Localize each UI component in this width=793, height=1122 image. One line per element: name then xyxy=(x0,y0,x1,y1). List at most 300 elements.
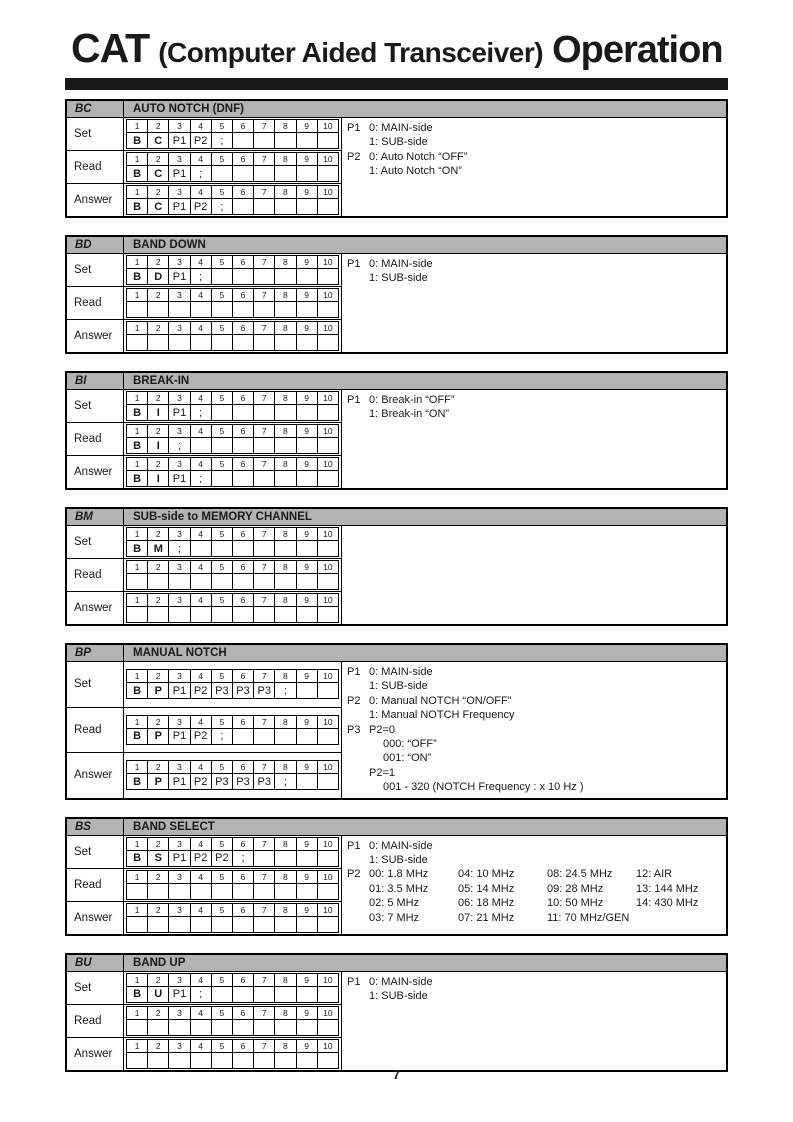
command-code: BS xyxy=(67,819,124,835)
command-table-bu xyxy=(65,953,728,1072)
parameter-notes xyxy=(342,254,726,352)
col-number: 5 xyxy=(211,120,232,133)
row-label-answer: Answer xyxy=(67,753,124,798)
command-cell xyxy=(317,269,338,285)
command-cell: B xyxy=(127,728,148,744)
note-text: 0: MAIN-side xyxy=(369,122,433,134)
col-number: 3 xyxy=(169,761,190,774)
col-number: 5 xyxy=(211,322,232,335)
col-number: 1 xyxy=(127,186,148,199)
byte-value-row xyxy=(127,335,339,351)
col-number: 7 xyxy=(254,153,275,166)
byte-value-row xyxy=(127,471,339,487)
command-cell xyxy=(232,471,253,487)
command-cell: P1 xyxy=(169,728,190,744)
note-columns xyxy=(369,121,458,135)
col-number: 9 xyxy=(296,186,317,199)
col-number: 1 xyxy=(127,528,148,541)
command-cell xyxy=(148,916,169,932)
parameter-notes xyxy=(342,118,726,216)
command-header xyxy=(67,645,726,662)
col-number: 8 xyxy=(275,186,296,199)
command-cell: ; xyxy=(211,133,232,149)
note-columns xyxy=(369,393,458,407)
row-label-set: Set xyxy=(67,662,124,708)
note-parameter-label: P2 xyxy=(347,694,361,707)
note-text: 1: SUB-side xyxy=(369,854,428,867)
byte-number-row xyxy=(127,425,339,438)
command-cell xyxy=(127,574,148,590)
col-number: 8 xyxy=(275,322,296,335)
note-line xyxy=(347,665,724,679)
col-number: 8 xyxy=(275,761,296,774)
command-cell xyxy=(232,728,253,744)
col-number: 4 xyxy=(190,458,211,471)
col-number: 9 xyxy=(296,425,317,438)
command-cell xyxy=(296,574,317,590)
col-number: 6 xyxy=(232,1039,253,1052)
note-parameter-label xyxy=(347,135,369,149)
col-number: 7 xyxy=(254,594,275,607)
byte-value-row xyxy=(127,166,339,182)
col-number: 3 xyxy=(169,392,190,405)
row-label-set: Set xyxy=(67,390,124,423)
col-number: 7 xyxy=(254,289,275,302)
row-label-set: Set xyxy=(67,118,124,151)
col-number: 6 xyxy=(232,528,253,541)
col-number: 1 xyxy=(127,1006,148,1019)
note-columns xyxy=(369,135,458,149)
note-columns xyxy=(369,271,458,285)
command-cell xyxy=(254,199,275,215)
col-number: 9 xyxy=(296,903,317,916)
col-number: 8 xyxy=(275,256,296,269)
byte-grid-table xyxy=(126,973,339,1003)
command-cell: P1 xyxy=(169,199,190,215)
command-cell: B xyxy=(127,199,148,215)
col-number: 3 xyxy=(169,561,190,574)
command-cell xyxy=(317,405,338,421)
row-label-set: Set xyxy=(67,836,124,869)
command-cell xyxy=(190,335,211,351)
col-number: 5 xyxy=(211,670,232,683)
col-number: 2 xyxy=(148,392,169,405)
col-number: 4 xyxy=(190,425,211,438)
col-number: 5 xyxy=(211,528,232,541)
command-cell xyxy=(296,133,317,149)
command-table-bd xyxy=(65,235,728,354)
command-cell xyxy=(317,683,338,699)
col-number: 10 xyxy=(317,561,338,574)
note-line xyxy=(347,257,724,271)
byte-number-row xyxy=(127,973,339,986)
col-number: 4 xyxy=(190,528,211,541)
byte-grid-table xyxy=(126,457,339,487)
command-cell xyxy=(127,1019,148,1035)
col-number: 10 xyxy=(317,153,338,166)
row-label-read: Read xyxy=(67,287,124,320)
col-number: 5 xyxy=(211,837,232,850)
command-cell xyxy=(211,438,232,454)
command-cell xyxy=(232,133,253,149)
col-number: 2 xyxy=(148,186,169,199)
command-cell xyxy=(317,541,338,557)
command-cell xyxy=(296,728,317,744)
col-number: 9 xyxy=(296,973,317,986)
command-cell xyxy=(211,986,232,1002)
byte-grid xyxy=(124,559,342,592)
col-number: 7 xyxy=(254,528,275,541)
col-number: 2 xyxy=(148,425,169,438)
col-number: 6 xyxy=(232,973,253,986)
command-cell: P2 xyxy=(211,850,232,866)
byte-grid-table xyxy=(126,288,339,318)
command-cell xyxy=(317,335,338,351)
col-number: 10 xyxy=(317,903,338,916)
byte-grid-table xyxy=(126,760,339,790)
command-cell: P1 xyxy=(169,683,190,699)
col-number: 9 xyxy=(296,528,317,541)
col-number: 3 xyxy=(169,256,190,269)
title-cat: CAT xyxy=(71,25,150,71)
note-text: 12: AIR xyxy=(636,868,673,881)
col-number: 6 xyxy=(232,837,253,850)
command-cell xyxy=(317,850,338,866)
command-header xyxy=(67,509,726,526)
byte-grid-table xyxy=(126,255,339,285)
byte-number-row xyxy=(127,670,339,683)
command-cell xyxy=(169,916,190,932)
command-cell xyxy=(254,728,275,744)
command-cell xyxy=(232,166,253,182)
col-number: 9 xyxy=(296,120,317,133)
command-cell xyxy=(317,774,338,790)
command-cell xyxy=(190,607,211,623)
byte-grid xyxy=(124,1005,342,1038)
command-cell xyxy=(317,986,338,1002)
col-number: 9 xyxy=(296,153,317,166)
command-cell xyxy=(317,607,338,623)
note-text: 0: Manual NOTCH “ON/OFF” xyxy=(369,694,512,707)
command-cell xyxy=(148,335,169,351)
col-number: 3 xyxy=(169,322,190,335)
byte-grid xyxy=(124,1038,342,1070)
col-number: 9 xyxy=(296,458,317,471)
byte-grid-table xyxy=(126,152,339,182)
command-cell: B xyxy=(127,471,148,487)
col-number: 5 xyxy=(211,561,232,574)
col-number: 3 xyxy=(169,153,190,166)
command-cell xyxy=(275,335,296,351)
note-text: P2=1 xyxy=(369,766,395,779)
command-name: MANUAL NOTCH xyxy=(133,647,227,659)
command-cell xyxy=(296,471,317,487)
byte-grid xyxy=(124,320,342,352)
byte-value-row xyxy=(127,683,339,699)
command-body xyxy=(67,836,726,934)
byte-grid-table xyxy=(126,391,339,421)
row-label-answer: Answer xyxy=(67,184,124,216)
col-number: 8 xyxy=(275,120,296,133)
note-text: 001 - 320 (NOTCH Frequency : x 10 Hz ) xyxy=(383,781,584,794)
command-header xyxy=(67,373,726,390)
note-line xyxy=(347,708,724,722)
byte-grid xyxy=(124,753,342,798)
note-text: 0: MAIN-side xyxy=(369,258,433,270)
command-cell xyxy=(211,269,232,285)
command-cell xyxy=(232,986,253,1002)
col-number: 1 xyxy=(127,1039,148,1052)
command-cell xyxy=(296,850,317,866)
command-cell xyxy=(211,916,232,932)
col-number: 4 xyxy=(190,594,211,607)
command-cell xyxy=(317,438,338,454)
command-cell xyxy=(169,335,190,351)
note-line xyxy=(347,694,724,708)
command-cell xyxy=(169,1019,190,1035)
col-number: 2 xyxy=(148,528,169,541)
note-columns xyxy=(369,839,458,853)
command-cell: P xyxy=(148,683,169,699)
command-cell xyxy=(232,199,253,215)
command-cell xyxy=(317,133,338,149)
note-text: 09: 28 MHz xyxy=(547,882,604,895)
command-cell xyxy=(317,574,338,590)
command-cell xyxy=(275,850,296,866)
note-columns xyxy=(369,896,725,910)
col-number: 8 xyxy=(275,392,296,405)
note-columns xyxy=(369,853,458,867)
note-parameter-label xyxy=(347,164,369,178)
note-line xyxy=(347,737,724,751)
col-number: 7 xyxy=(254,561,275,574)
note-text: 1: SUB-side xyxy=(369,990,428,1003)
col-number: 7 xyxy=(254,1006,275,1019)
byte-number-row xyxy=(127,903,339,916)
note-text: 02: 5 MHz xyxy=(369,897,420,910)
byte-value-row xyxy=(127,133,339,149)
col-number: 7 xyxy=(254,1039,275,1052)
note-text: 0: MAIN-side xyxy=(369,839,433,852)
command-code: BP xyxy=(67,645,124,661)
byte-number-row xyxy=(127,594,339,607)
byte-grid xyxy=(124,902,342,934)
command-cell: P3 xyxy=(232,683,253,699)
col-number: 4 xyxy=(190,561,211,574)
col-number: 7 xyxy=(254,256,275,269)
col-number: 2 xyxy=(148,837,169,850)
command-cell xyxy=(148,302,169,318)
command-cell: ; xyxy=(169,438,190,454)
col-number: 1 xyxy=(127,594,148,607)
col-number: 9 xyxy=(296,561,317,574)
command-cell xyxy=(254,883,275,899)
command-cell: B xyxy=(127,986,148,1002)
col-number: 6 xyxy=(232,594,253,607)
col-number: 2 xyxy=(148,870,169,883)
command-cell xyxy=(211,541,232,557)
col-number: 10 xyxy=(317,670,338,683)
note-columns xyxy=(369,407,458,421)
byte-grid xyxy=(124,254,342,287)
col-number: 2 xyxy=(148,670,169,683)
note-text: 11: 70 MHz/GEN xyxy=(547,911,630,924)
byte-value-row xyxy=(127,269,339,285)
col-number: 8 xyxy=(275,528,296,541)
command-cell: P3 xyxy=(254,774,275,790)
command-cell: P2 xyxy=(190,133,211,149)
command-code: BM xyxy=(67,509,124,525)
command-cell xyxy=(190,302,211,318)
note-columns xyxy=(369,679,458,693)
col-number: 5 xyxy=(211,256,232,269)
byte-grid xyxy=(124,972,342,1005)
command-name: BAND UP xyxy=(133,956,186,969)
parameter-notes xyxy=(342,662,726,798)
col-number: 1 xyxy=(127,322,148,335)
command-cell xyxy=(211,471,232,487)
col-number: 3 xyxy=(169,458,190,471)
byte-number-row xyxy=(127,870,339,883)
command-cell: D xyxy=(148,269,169,285)
byte-value-row xyxy=(127,574,339,590)
note-parameter-label xyxy=(347,737,369,751)
command-table-bs xyxy=(65,817,728,936)
col-number: 7 xyxy=(254,870,275,883)
command-cell xyxy=(232,883,253,899)
byte-number-row xyxy=(127,186,339,199)
note-parameter-label xyxy=(347,780,369,794)
col-number: 1 xyxy=(127,289,148,302)
byte-value-row xyxy=(127,302,339,318)
col-number: 10 xyxy=(317,761,338,774)
byte-grid xyxy=(124,662,342,708)
col-number: 6 xyxy=(232,153,253,166)
byte-value-row xyxy=(127,438,339,454)
col-number: 5 xyxy=(211,594,232,607)
note-columns xyxy=(369,150,467,164)
command-header xyxy=(67,955,726,972)
col-number: 7 xyxy=(254,973,275,986)
note-parameter-label: P2 xyxy=(347,150,361,163)
byte-grid-table xyxy=(126,424,339,454)
col-number: 9 xyxy=(296,837,317,850)
col-number: 4 xyxy=(190,392,211,405)
command-cell xyxy=(296,166,317,182)
command-name: AUTO NOTCH (DNF) xyxy=(133,103,244,115)
col-number: 2 xyxy=(148,594,169,607)
col-number: 9 xyxy=(296,594,317,607)
col-number: 7 xyxy=(254,715,275,728)
command-cell xyxy=(232,541,253,557)
command-cell: B xyxy=(127,405,148,421)
note-text: 13: 144 MHz xyxy=(636,882,699,895)
col-number: 9 xyxy=(296,715,317,728)
col-number: 4 xyxy=(190,837,211,850)
command-cell: B xyxy=(127,438,148,454)
page-footer xyxy=(0,1066,793,1084)
col-number: 10 xyxy=(317,289,338,302)
command-cell xyxy=(317,916,338,932)
col-number: 6 xyxy=(232,322,253,335)
note-parameter-label: P1 xyxy=(347,122,361,134)
col-number: 8 xyxy=(275,289,296,302)
note-line xyxy=(347,271,724,285)
byte-number-row xyxy=(127,392,339,405)
col-number: 2 xyxy=(148,1039,169,1052)
row-label-read: Read xyxy=(67,559,124,592)
command-cell xyxy=(232,405,253,421)
note-parameter-label xyxy=(347,766,369,780)
command-cell: ; xyxy=(169,541,190,557)
col-number: 6 xyxy=(232,289,253,302)
note-line xyxy=(347,780,724,794)
byte-number-row xyxy=(127,289,339,302)
note-text: P2=0 xyxy=(369,723,395,736)
command-cell xyxy=(275,405,296,421)
note-text: 05: 14 MHz xyxy=(458,882,515,895)
command-cell xyxy=(296,335,317,351)
col-number: 9 xyxy=(296,322,317,335)
col-number: 7 xyxy=(254,761,275,774)
note-parameter-label: P1 xyxy=(347,839,361,852)
parameter-notes xyxy=(342,390,726,488)
col-number: 1 xyxy=(127,256,148,269)
col-number: 1 xyxy=(127,153,148,166)
command-cell xyxy=(317,1019,338,1035)
command-code: BC xyxy=(67,101,124,117)
command-cell: P xyxy=(148,728,169,744)
command-cell xyxy=(211,302,232,318)
col-number: 6 xyxy=(232,392,253,405)
note-line xyxy=(347,989,724,1003)
note-line xyxy=(347,839,725,853)
command-cell xyxy=(254,335,275,351)
command-cell xyxy=(275,916,296,932)
col-number: 8 xyxy=(275,870,296,883)
note-parameter-label xyxy=(347,708,369,722)
col-number: 2 xyxy=(148,256,169,269)
command-cell xyxy=(190,916,211,932)
note-columns xyxy=(369,780,584,794)
col-number: 3 xyxy=(169,594,190,607)
col-number: 8 xyxy=(275,903,296,916)
col-number: 4 xyxy=(190,186,211,199)
note-text: 1: Break-in “ON” xyxy=(369,408,450,421)
byte-number-row xyxy=(127,528,339,541)
byte-grid xyxy=(124,118,342,151)
command-cell: P1 xyxy=(169,986,190,1002)
command-cell xyxy=(254,986,275,1002)
command-cell xyxy=(211,166,232,182)
note-parameter-label: P3 xyxy=(347,723,361,736)
command-table-bi xyxy=(65,371,728,490)
byte-grid xyxy=(124,287,342,320)
byte-grid-table xyxy=(126,903,339,933)
col-number: 9 xyxy=(296,761,317,774)
col-number: 7 xyxy=(254,186,275,199)
note-parameter-label xyxy=(347,896,369,910)
note-line xyxy=(347,164,724,178)
note-parameter-label: P1 xyxy=(347,975,361,988)
title-divider-bar xyxy=(65,78,728,90)
note-columns xyxy=(369,751,472,765)
col-number: 7 xyxy=(254,425,275,438)
col-number: 1 xyxy=(127,837,148,850)
command-cell: B xyxy=(127,683,148,699)
page-header xyxy=(65,25,728,90)
command-cell xyxy=(127,607,148,623)
